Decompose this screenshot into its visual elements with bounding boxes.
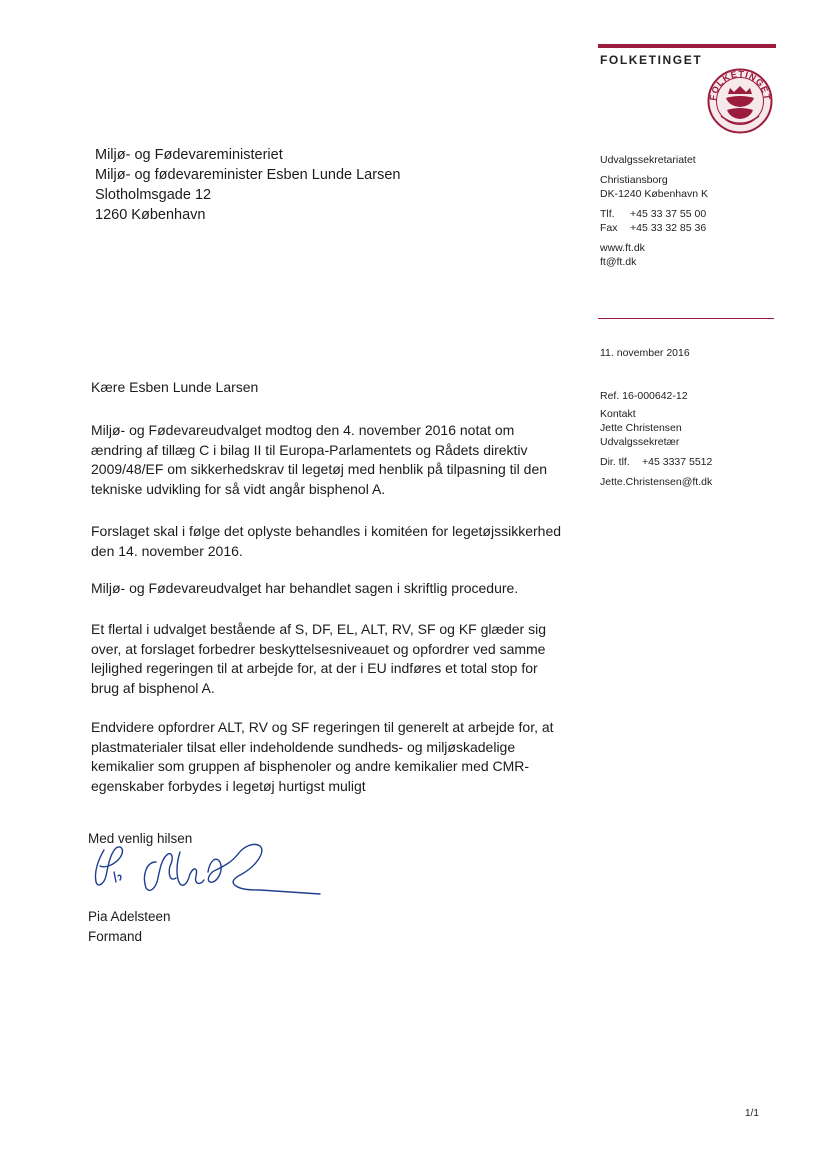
contact-phone-value: +45 3337 5512 <box>642 456 713 468</box>
sender-email: ft@ft.dk <box>600 256 637 268</box>
sender-address-line: Christiansborg <box>600 174 668 186</box>
letter-date: 11. november 2016 <box>600 347 690 359</box>
brand-name: FOLKETINGET <box>600 53 703 67</box>
sidebar-rule <box>598 318 774 319</box>
recipient-line: Miljø- og fødevareminister Esben Lunde Larsen <box>95 167 401 183</box>
contact-email: Jette.Christensen@ft.dk <box>600 476 713 488</box>
body-paragraph: Endvidere opfordrer ALT, RV og SF regeringen til generelt at arbejde for, at plastmaterialer tilsat eller indeholdende sundheds- og miljøskadelige kemikalier som gruppen af bisphenoler og andre kemikalier med CMR-egenskaber forbydes i legetøj hurtigst muligt <box>91 719 554 794</box>
sender-website: www.ft.dk <box>600 242 645 254</box>
page-number: 1/1 <box>745 1108 759 1119</box>
recipient-line: Miljø- og Fødevareministeriet <box>95 147 283 163</box>
phone-value: +45 33 37 55 00 <box>630 208 707 220</box>
sender-block <box>600 153 708 269</box>
recipient-line: 1260 København <box>95 207 206 223</box>
closing: Med venlig hilsen <box>88 831 193 846</box>
contact-block <box>600 389 712 489</box>
sender-fax <box>600 221 708 235</box>
fax-label: Fax <box>600 222 618 234</box>
sender-unit: Udvalgssekretariatet <box>600 154 696 166</box>
contact-phone-label: Dir. tlf. <box>600 456 630 468</box>
contact-label: Kontakt <box>600 408 636 420</box>
fax-value: +45 33 32 85 36 <box>630 222 707 234</box>
recipient-address <box>95 145 400 225</box>
sender-phone <box>600 207 708 221</box>
body-paragraph: Miljø- og Fødevareudvalget modtog den 4. november 2016 notat om ændring af tillæg C i bilag II til Europa-Parlamentets og Rådets direktiv 2009/48/EF om sikkerhedskrav til legetøj med henblik på tilpasning til den tekniske udvikling for så vidt angår bisphenol A. <box>91 422 548 497</box>
signer-title: Formand <box>88 929 143 944</box>
signature-icon <box>84 832 324 904</box>
folketinget-seal-icon <box>707 68 773 134</box>
contact-name: Jette Christensen <box>600 422 682 434</box>
contact-phone <box>600 455 712 469</box>
reference-number: Ref. 16-000642-12 <box>600 390 688 402</box>
contact-title: Udvalgssekretær <box>600 436 680 448</box>
signer-block <box>88 907 171 947</box>
phone-label: Tlf. <box>600 208 615 220</box>
recipient-line: Slotholmsgade 12 <box>95 187 212 203</box>
body-paragraph: Miljø- og Fødevareudvalget har behandlet sagen i skriftlig procedure. <box>91 580 519 596</box>
greeting: Kære Esben Lunde Larsen <box>91 379 259 395</box>
seal-text: FOLKETINGET <box>707 68 773 102</box>
body-paragraph: Et flertal i udvalget bestående af S, DF, EL, ALT, RV, SF og KF glæder sig over, at forslaget forbedrer beskyttelsesniveauet og opfordrer ved samme lejlighed regeringen til at arbejde for, at der i EU indføres et total stop for brug af bisphenol A. <box>91 621 546 696</box>
body-paragraph: Forslaget skal i følge det oplyste behandles i komitéen for legetøjssikkerhed den 14. november 2016. <box>91 523 562 559</box>
header-rule <box>598 44 776 48</box>
sender-address-line: DK-1240 København K <box>600 188 708 200</box>
signer-name: Pia Adelsteen <box>88 909 171 924</box>
